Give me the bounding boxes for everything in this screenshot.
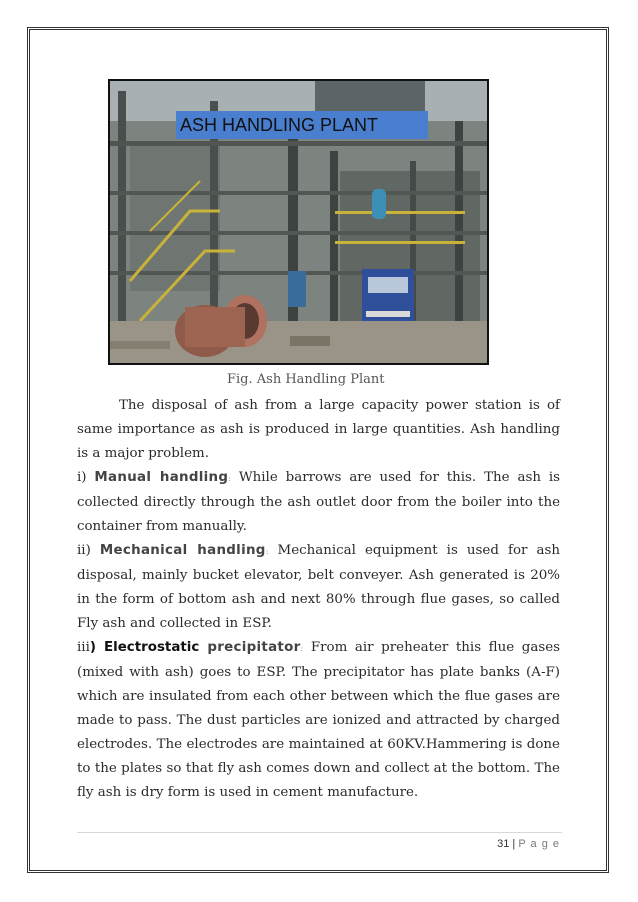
mechanical-handling-text: Mechanical equipment is used for ash disposal, mainly bucket elevator, belt conveyer. Ash generated is 20% in the form of bottom ash and next 80% through flue gases, so called Fly ash and collected in ESP. xyxy=(77,543,561,631)
footer-divider xyxy=(77,832,562,833)
electrostatic-term: ) Electrostatic xyxy=(89,640,208,655)
manual-handling-prefix: i) xyxy=(77,470,95,485)
page-word: P a g e xyxy=(518,838,560,850)
footer-separator: | xyxy=(509,838,519,850)
manual-handling-sep: : xyxy=(228,474,231,483)
mechanical-handling-term: Mechanical handling xyxy=(99,543,266,558)
manual-handling-term: Manual handling xyxy=(94,470,229,485)
electrostatic-paragraph xyxy=(77,636,560,805)
electrostatic-prefix: iii xyxy=(77,640,90,655)
figure-caption: Fig. Ash Handling Plant xyxy=(227,372,385,387)
mechanical-handling-sep: : xyxy=(265,547,269,556)
precipitator-term: precipitator xyxy=(207,640,301,655)
ash-handling-plant-photo xyxy=(108,79,489,365)
intro-paragraph: The disposal of ash from a large capacity power station is of same importance as ash is produced in large quantities. Ash handling is a major problem. xyxy=(77,398,560,461)
electrostatic-text: From air preheater this flue gases (mixed with ash) goes to ESP. The precipitator has plate banks (A-F) which are insulated from each other between which the flue gases are made to pass. The dust particles are ionized and attracted by charged electrodes. The electrodes are maintained at 60KV.Hammering is done to the plates so that fly ash comes down and collect at the bottom. The fly ash is dry form is used in cement manufacture. xyxy=(77,640,560,800)
page-footer xyxy=(497,838,560,850)
electrostatic-sep: : xyxy=(300,644,304,653)
manual-handling-paragraph xyxy=(77,466,560,539)
page-number: 31 xyxy=(497,838,510,850)
body-text xyxy=(77,394,560,805)
mechanical-handling-prefix: ii) xyxy=(77,543,100,558)
manual-handling-text: While barrows are used for this. The ash is collected directly through the ash outlet door from the boiler into the container from manually. xyxy=(77,470,561,534)
photo-overlay-label: ASH HANDLING PLANT xyxy=(176,111,428,139)
mechanical-handling-paragraph xyxy=(77,539,560,636)
